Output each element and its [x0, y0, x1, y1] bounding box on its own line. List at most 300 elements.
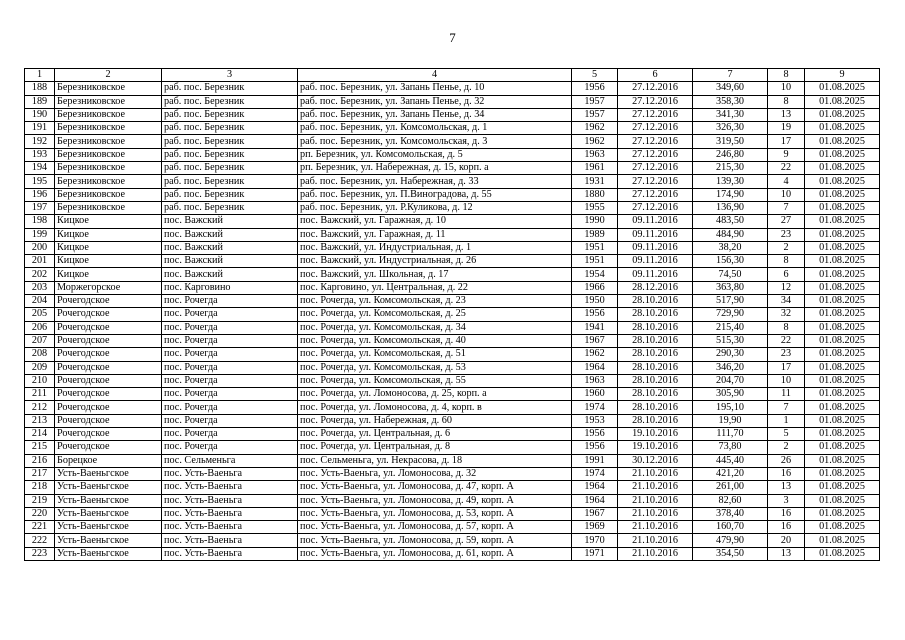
cell-row-number: 220 [25, 507, 55, 520]
cell-year-built: 1955 [572, 201, 618, 214]
column-header: 4 [298, 69, 572, 82]
cell-year-built: 1951 [572, 241, 618, 254]
cell-deadline-date: 01.08.2025 [805, 521, 880, 534]
cell-address: пос. Карговино, ул. Центральная, д. 22 [298, 281, 572, 294]
cell-row-number: 207 [25, 334, 55, 347]
cell-row-number: 205 [25, 308, 55, 321]
cell-row-number: 199 [25, 228, 55, 241]
cell-deadline-date: 01.08.2025 [805, 388, 880, 401]
cell-inspection-date: 28.10.2016 [618, 334, 693, 347]
cell-address: пос. Сельменьга, ул. Некрасова, д. 18 [298, 454, 572, 467]
cell-area: 261,00 [693, 481, 768, 494]
cell-year-built: 1956 [572, 441, 618, 454]
cell-address: раб. пос. Березник, ул. Р.Куликова, д. 12 [298, 201, 572, 214]
column-header: 2 [55, 69, 162, 82]
cell-address: пос. Усть-Ваеньга, ул. Ломоносова, д. 49, корп. А [298, 494, 572, 507]
cell-settlement: Усть-Ваеньгское [55, 521, 162, 534]
cell-address: пос. Рочегда, ул. Комсомольская, д. 34 [298, 321, 572, 334]
table-row [25, 108, 880, 121]
cell-address: пос. Усть-Ваеньга, ул. Ломоносова, д. 53, корп. А [298, 507, 572, 520]
cell-residents: 7 [768, 401, 805, 414]
cell-year-built: 1970 [572, 534, 618, 547]
cell-area: 215,40 [693, 321, 768, 334]
cell-address: пос. Рочегда, ул. Комсомольская, д. 55 [298, 374, 572, 387]
cell-inspection-date: 28.10.2016 [618, 348, 693, 361]
column-header: 3 [162, 69, 298, 82]
cell-year-built: 1956 [572, 82, 618, 95]
cell-year-built: 1941 [572, 321, 618, 334]
cell-inspection-date: 21.10.2016 [618, 494, 693, 507]
cell-row-number: 223 [25, 547, 55, 560]
cell-locality: пос. Рочегда [162, 334, 298, 347]
cell-inspection-date: 09.11.2016 [618, 268, 693, 281]
cell-settlement: Рочегодское [55, 414, 162, 427]
cell-deadline-date: 01.08.2025 [805, 321, 880, 334]
cell-deadline-date: 01.08.2025 [805, 281, 880, 294]
cell-row-number: 211 [25, 388, 55, 401]
cell-area: 729,90 [693, 308, 768, 321]
table-row [25, 281, 880, 294]
cell-residents: 20 [768, 534, 805, 547]
cell-settlement: Рочегодское [55, 428, 162, 441]
cell-settlement: Рочегодское [55, 441, 162, 454]
cell-year-built: 1964 [572, 361, 618, 374]
cell-row-number: 215 [25, 441, 55, 454]
cell-deadline-date: 01.08.2025 [805, 547, 880, 560]
cell-locality: пос. Важский [162, 215, 298, 228]
cell-inspection-date: 28.10.2016 [618, 361, 693, 374]
cell-deadline-date: 01.08.2025 [805, 507, 880, 520]
cell-address: пос. Рочегда, ул. Ломоносова, д. 4, корп. в [298, 401, 572, 414]
cell-locality: пос. Рочегда [162, 414, 298, 427]
table-row [25, 507, 880, 520]
cell-year-built: 1967 [572, 507, 618, 520]
cell-address: пос. Рочегда, ул. Центральная, д. 6 [298, 428, 572, 441]
cell-locality: пос. Рочегда [162, 361, 298, 374]
cell-address: раб. пос. Березник, ул. П.Виноградова, д. 55 [298, 188, 572, 201]
cell-settlement: Березниковское [55, 175, 162, 188]
cell-inspection-date: 28.10.2016 [618, 321, 693, 334]
cell-inspection-date: 09.11.2016 [618, 228, 693, 241]
cell-residents: 16 [768, 467, 805, 480]
cell-row-number: 194 [25, 162, 55, 175]
cell-year-built: 1963 [572, 148, 618, 161]
cell-residents: 7 [768, 201, 805, 214]
cell-locality: пос. Рочегда [162, 441, 298, 454]
cell-residents: 17 [768, 361, 805, 374]
table-row [25, 95, 880, 108]
cell-deadline-date: 01.08.2025 [805, 122, 880, 135]
cell-residents: 5 [768, 428, 805, 441]
cell-area: 73,80 [693, 441, 768, 454]
cell-row-number: 218 [25, 481, 55, 494]
cell-year-built: 1974 [572, 401, 618, 414]
cell-year-built: 1960 [572, 388, 618, 401]
cell-year-built: 1961 [572, 162, 618, 175]
cell-address: раб. пос. Березник, ул. Запань Пенье, д. 10 [298, 82, 572, 95]
table-row [25, 268, 880, 281]
cell-address: раб. пос. Березник, ул. Запань Пенье, д. 34 [298, 108, 572, 121]
cell-settlement: Березниковское [55, 201, 162, 214]
cell-area: 82,60 [693, 494, 768, 507]
cell-residents: 22 [768, 334, 805, 347]
cell-row-number: 206 [25, 321, 55, 334]
cell-deadline-date: 01.08.2025 [805, 241, 880, 254]
cell-area: 341,30 [693, 108, 768, 121]
cell-deadline-date: 01.08.2025 [805, 201, 880, 214]
cell-row-number: 221 [25, 521, 55, 534]
table-row [25, 428, 880, 441]
cell-residents: 11 [768, 388, 805, 401]
cell-area: 156,30 [693, 255, 768, 268]
cell-year-built: 1974 [572, 467, 618, 480]
cell-year-built: 1956 [572, 308, 618, 321]
table-row [25, 188, 880, 201]
cell-locality: раб. пос. Березник [162, 95, 298, 108]
cell-residents: 8 [768, 95, 805, 108]
cell-inspection-date: 27.12.2016 [618, 188, 693, 201]
page-number: 7 [449, 30, 456, 45]
cell-settlement: Борецкое [55, 454, 162, 467]
cell-address: пос. Важский, ул. Индустриальная, д. 1 [298, 241, 572, 254]
cell-settlement: Рочегодское [55, 401, 162, 414]
cell-settlement: Усть-Ваеньгское [55, 547, 162, 560]
table-row [25, 201, 880, 214]
table-row [25, 162, 880, 175]
cell-row-number: 212 [25, 401, 55, 414]
cell-residents: 3 [768, 494, 805, 507]
cell-locality: раб. пос. Березник [162, 108, 298, 121]
cell-settlement: Кицкое [55, 228, 162, 241]
cell-area: 305,90 [693, 388, 768, 401]
cell-address: пос. Усть-Ваеньга, ул. Ломоносова, д. 32 [298, 467, 572, 480]
cell-locality: пос. Рочегда [162, 374, 298, 387]
table-row [25, 414, 880, 427]
cell-deadline-date: 01.08.2025 [805, 188, 880, 201]
cell-row-number: 188 [25, 82, 55, 95]
cell-row-number: 190 [25, 108, 55, 121]
cell-area: 204,70 [693, 374, 768, 387]
cell-residents: 8 [768, 321, 805, 334]
table-row [25, 481, 880, 494]
cell-settlement: Усть-Ваеньгское [55, 481, 162, 494]
table-row [25, 135, 880, 148]
cell-inspection-date: 27.12.2016 [618, 122, 693, 135]
cell-area: 378,40 [693, 507, 768, 520]
cell-inspection-date: 27.12.2016 [618, 108, 693, 121]
cell-residents: 4 [768, 175, 805, 188]
cell-locality: пос. Важский [162, 268, 298, 281]
cell-area: 484,90 [693, 228, 768, 241]
cell-locality: пос. Рочегда [162, 321, 298, 334]
cell-inspection-date: 21.10.2016 [618, 534, 693, 547]
cell-settlement: Усть-Ваеньгское [55, 507, 162, 520]
cell-deadline-date: 01.08.2025 [805, 534, 880, 547]
table-row [25, 388, 880, 401]
cell-area: 517,90 [693, 295, 768, 308]
cell-deadline-date: 01.08.2025 [805, 148, 880, 161]
column-header: 6 [618, 69, 693, 82]
cell-inspection-date: 21.10.2016 [618, 507, 693, 520]
cell-address: пос. Важский, ул. Школьная, д. 17 [298, 268, 572, 281]
cell-locality: раб. пос. Березник [162, 201, 298, 214]
cell-row-number: 208 [25, 348, 55, 361]
cell-year-built: 1954 [572, 268, 618, 281]
cell-settlement: Рочегодское [55, 321, 162, 334]
cell-residents: 22 [768, 162, 805, 175]
cell-settlement: Рочегодское [55, 361, 162, 374]
cell-deadline-date: 01.08.2025 [805, 268, 880, 281]
cell-locality: пос. Усть-Ваеньга [162, 494, 298, 507]
cell-address: пос. Рочегда, ул. Центральная, д. 8 [298, 441, 572, 454]
cell-residents: 13 [768, 481, 805, 494]
cell-inspection-date: 19.10.2016 [618, 441, 693, 454]
cell-address: пос. Рочегда, ул. Комсомольская, д. 25 [298, 308, 572, 321]
cell-settlement: Рочегодское [55, 308, 162, 321]
cell-locality: раб. пос. Березник [162, 122, 298, 135]
cell-address: пос. Усть-Ваеньга, ул. Ломоносова, д. 57, корп. А [298, 521, 572, 534]
table-row [25, 175, 880, 188]
cell-deadline-date: 01.08.2025 [805, 481, 880, 494]
cell-locality: пос. Рочегда [162, 388, 298, 401]
table-row [25, 308, 880, 321]
cell-locality: пос. Важский [162, 228, 298, 241]
cell-settlement: Березниковское [55, 95, 162, 108]
cell-deadline-date: 01.08.2025 [805, 334, 880, 347]
cell-residents: 2 [768, 241, 805, 254]
cell-residents: 6 [768, 268, 805, 281]
cell-address: раб. пос. Березник, ул. Комсомольская, д. 3 [298, 135, 572, 148]
cell-address: пос. Важский, ул. Гаражная, д. 10 [298, 215, 572, 228]
cell-residents: 26 [768, 454, 805, 467]
cell-area: 74,50 [693, 268, 768, 281]
cell-locality: пос. Усть-Ваеньга [162, 547, 298, 560]
cell-settlement: Березниковское [55, 162, 162, 175]
cell-year-built: 1964 [572, 481, 618, 494]
cell-settlement: Березниковское [55, 148, 162, 161]
cell-deadline-date: 01.08.2025 [805, 295, 880, 308]
cell-inspection-date: 09.11.2016 [618, 255, 693, 268]
cell-row-number: 204 [25, 295, 55, 308]
cell-address: рп. Березник, ул. Набережная, д. 15, корп. а [298, 162, 572, 175]
cell-settlement: Усть-Ваеньгское [55, 467, 162, 480]
cell-inspection-date: 30.12.2016 [618, 454, 693, 467]
cell-settlement: Березниковское [55, 108, 162, 121]
cell-row-number: 189 [25, 95, 55, 108]
column-header: 1 [25, 69, 55, 82]
cell-year-built: 1967 [572, 334, 618, 347]
cell-locality: пос. Усть-Ваеньга [162, 534, 298, 547]
cell-deadline-date: 01.08.2025 [805, 255, 880, 268]
cell-inspection-date: 21.10.2016 [618, 467, 693, 480]
cell-area: 195,10 [693, 401, 768, 414]
cell-address: пос. Рочегда, ул. Комсомольская, д. 40 [298, 334, 572, 347]
cell-area: 515,30 [693, 334, 768, 347]
cell-deadline-date: 01.08.2025 [805, 108, 880, 121]
cell-inspection-date: 21.10.2016 [618, 521, 693, 534]
cell-address: раб. пос. Березник, ул. Комсомольская, д. 1 [298, 122, 572, 135]
cell-year-built: 1931 [572, 175, 618, 188]
table-row [25, 122, 880, 135]
cell-inspection-date: 28.10.2016 [618, 388, 693, 401]
table-row [25, 334, 880, 347]
cell-area: 346,20 [693, 361, 768, 374]
cell-deadline-date: 01.08.2025 [805, 228, 880, 241]
cell-address: пос. Усть-Ваеньга, ул. Ломоносова, д. 47, корп. А [298, 481, 572, 494]
cell-area: 38,20 [693, 241, 768, 254]
cell-year-built: 1969 [572, 521, 618, 534]
cell-area: 479,90 [693, 534, 768, 547]
cell-row-number: 196 [25, 188, 55, 201]
table-row [25, 361, 880, 374]
cell-inspection-date: 27.12.2016 [618, 135, 693, 148]
cell-year-built: 1962 [572, 122, 618, 135]
cell-residents: 10 [768, 374, 805, 387]
cell-inspection-date: 28.10.2016 [618, 401, 693, 414]
cell-row-number: 191 [25, 122, 55, 135]
cell-row-number: 216 [25, 454, 55, 467]
column-header: 9 [805, 69, 880, 82]
cell-deadline-date: 01.08.2025 [805, 348, 880, 361]
cell-inspection-date: 27.12.2016 [618, 201, 693, 214]
cell-residents: 19 [768, 122, 805, 135]
cell-deadline-date: 01.08.2025 [805, 308, 880, 321]
cell-settlement: Кицкое [55, 255, 162, 268]
cell-settlement: Березниковское [55, 122, 162, 135]
table-row [25, 148, 880, 161]
table-row [25, 321, 880, 334]
cell-settlement: Березниковское [55, 82, 162, 95]
table-row [25, 241, 880, 254]
cell-locality: пос. Усть-Ваеньга [162, 467, 298, 480]
cell-settlement: Кицкое [55, 215, 162, 228]
table-row [25, 401, 880, 414]
table-row [25, 534, 880, 547]
cell-year-built: 1950 [572, 295, 618, 308]
cell-inspection-date: 27.12.2016 [618, 148, 693, 161]
cell-inspection-date: 21.10.2016 [618, 481, 693, 494]
cell-address: пос. Рочегда, ул. Комсомольская, д. 53 [298, 361, 572, 374]
cell-settlement: Кицкое [55, 268, 162, 281]
cell-deadline-date: 01.08.2025 [805, 175, 880, 188]
cell-residents: 23 [768, 348, 805, 361]
cell-residents: 1 [768, 414, 805, 427]
cell-settlement: Усть-Ваеньгское [55, 534, 162, 547]
cell-year-built: 1957 [572, 108, 618, 121]
cell-year-built: 1957 [572, 95, 618, 108]
table-row [25, 454, 880, 467]
cell-residents: 34 [768, 295, 805, 308]
table-row [25, 521, 880, 534]
cell-inspection-date: 28.10.2016 [618, 374, 693, 387]
table-row [25, 467, 880, 480]
cell-locality: пос. Рочегда [162, 348, 298, 361]
cell-residents: 27 [768, 215, 805, 228]
cell-residents: 13 [768, 547, 805, 560]
cell-settlement: Рочегодское [55, 374, 162, 387]
cell-residents: 8 [768, 255, 805, 268]
cell-address: пос. Важский, ул. Индустриальная, д. 26 [298, 255, 572, 268]
cell-area: 326,30 [693, 122, 768, 135]
cell-inspection-date: 28.10.2016 [618, 295, 693, 308]
cell-inspection-date: 19.10.2016 [618, 428, 693, 441]
cell-year-built: 1962 [572, 135, 618, 148]
cell-address: пос. Важский, ул. Гаражная, д. 11 [298, 228, 572, 241]
cell-area: 174,90 [693, 188, 768, 201]
cell-area: 354,50 [693, 547, 768, 560]
column-header: 5 [572, 69, 618, 82]
cell-deadline-date: 01.08.2025 [805, 95, 880, 108]
cell-area: 19,90 [693, 414, 768, 427]
cell-deadline-date: 01.08.2025 [805, 215, 880, 228]
cell-residents: 9 [768, 148, 805, 161]
cell-row-number: 200 [25, 241, 55, 254]
cell-residents: 16 [768, 521, 805, 534]
cell-deadline-date: 01.08.2025 [805, 82, 880, 95]
cell-row-number: 219 [25, 494, 55, 507]
cell-locality: пос. Важский [162, 241, 298, 254]
cell-inspection-date: 28.10.2016 [618, 414, 693, 427]
cell-area: 349,60 [693, 82, 768, 95]
cell-deadline-date: 01.08.2025 [805, 467, 880, 480]
cell-row-number: 222 [25, 534, 55, 547]
cell-deadline-date: 01.08.2025 [805, 162, 880, 175]
table-body [25, 82, 880, 561]
cell-area: 290,30 [693, 348, 768, 361]
cell-deadline-date: 01.08.2025 [805, 494, 880, 507]
cell-residents: 17 [768, 135, 805, 148]
cell-deadline-date: 01.08.2025 [805, 414, 880, 427]
cell-inspection-date: 21.10.2016 [618, 547, 693, 560]
cell-locality: пос. Сельменьга [162, 454, 298, 467]
cell-area: 358,30 [693, 95, 768, 108]
cell-settlement: Рочегодское [55, 348, 162, 361]
cell-deadline-date: 01.08.2025 [805, 374, 880, 387]
cell-row-number: 201 [25, 255, 55, 268]
cell-locality: раб. пос. Березник [162, 135, 298, 148]
cell-settlement: Рочегодское [55, 334, 162, 347]
table-row [25, 348, 880, 361]
table-row [25, 82, 880, 95]
cell-address: пос. Рочегда, ул. Набережная, д. 60 [298, 414, 572, 427]
cell-settlement: Березниковское [55, 135, 162, 148]
cell-row-number: 210 [25, 374, 55, 387]
cell-residents: 10 [768, 188, 805, 201]
cell-row-number: 214 [25, 428, 55, 441]
cell-area: 215,30 [693, 162, 768, 175]
cell-address: пос. Рочегда, ул. Комсомольская, д. 23 [298, 295, 572, 308]
cell-residents: 10 [768, 82, 805, 95]
cell-deadline-date: 01.08.2025 [805, 401, 880, 414]
table-row [25, 374, 880, 387]
cell-settlement: Рочегодское [55, 295, 162, 308]
cell-locality: пос. Важский [162, 255, 298, 268]
cell-locality: раб. пос. Березник [162, 175, 298, 188]
table-row [25, 441, 880, 454]
cell-locality: раб. пос. Березник [162, 162, 298, 175]
cell-row-number: 193 [25, 148, 55, 161]
cell-locality: раб. пос. Березник [162, 148, 298, 161]
cell-area: 136,90 [693, 201, 768, 214]
cell-inspection-date: 27.12.2016 [618, 175, 693, 188]
cell-locality: пос. Усть-Ваеньга [162, 521, 298, 534]
table-row [25, 494, 880, 507]
cell-address: пос. Рочегда, ул. Комсомольская, д. 51 [298, 348, 572, 361]
cell-row-number: 217 [25, 467, 55, 480]
cell-locality: пос. Рочегда [162, 308, 298, 321]
cell-row-number: 213 [25, 414, 55, 427]
cell-area: 319,50 [693, 135, 768, 148]
